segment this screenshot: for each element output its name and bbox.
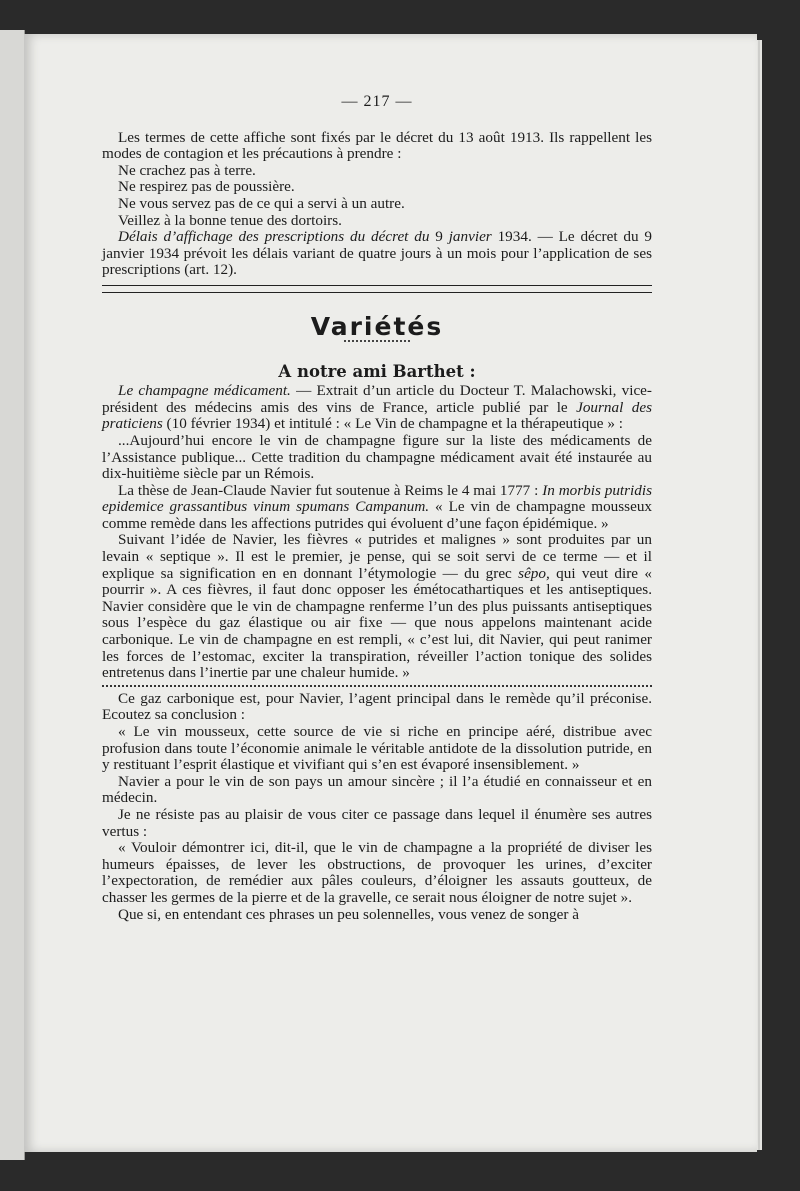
delais-text: 1934. — Le décret du 9 janvier 1934 prévoit les délais variant de quatre jours à un mois pour l’application de ses prescriptions (art. 12). — [102, 228, 652, 279]
article-paragraph: « Le vin mousseux, cette source de vie si riche en principe aéré, distribue avec profusion dans toute l’économie animale le véritable antidote de la dissolution putride, en y restituant l’esprit élastique et vivifiant qui s’en est évaporé insensiblement. » — [102, 723, 652, 774]
article-text: « Le vin de champagne mousseux comme remède dans les affections putrides qui évoluent d’une façon épidémique. » — [102, 498, 653, 532]
article-paragraph: « Vouloir démontrer ici, dit-il, que le vin de champagne a la propriété de diviser les humeurs épaisses, de lever les obstructions, de provoquer les urines, d’exciter l’expectoration, de remédier aux pâles couleurs, d’éloigner les assauts goutteux, de chasser les germes de la pierre et de la gravelle, ce serait nous éloigner de notre sujet ». — [102, 839, 652, 906]
intro-paragraph: Les termes de cette affiche sont fixés par le décret du 13 août 1913. Ils rappellent les modes de contagion et les précautions à prendre : — [102, 128, 652, 163]
article-text: — Extrait d’un article du Docteur T. Malachowski, vice-président des médecins amis des vins de France, article publié par le — [102, 382, 652, 416]
article-text: La thèse de Jean-Claude Navier fut soutenue à Reims le 4 mai 1777 : — [118, 481, 543, 499]
article-paragraph: Ce gaz carbonique est, pour Navier, l’agent principal dans le remède qu’il préconise. Ecoutez sa conclusion : — [102, 689, 652, 724]
greek-word: sêpo, — [518, 564, 550, 582]
rule-item: Veillez à la bonne tenue des dortoirs. — [118, 211, 342, 229]
delais-italic: Délais d’affichage des prescriptions du décret du — [118, 228, 430, 246]
article-paragraph — [102, 483, 652, 533]
divider-rule — [102, 292, 652, 293]
article-text: (10 février 1934) et intitulé : « Le Vin de champagne et la thérapeutique » : — [162, 415, 623, 433]
left-page-edge — [0, 30, 25, 1160]
article-paragraph: ...Aujourd’hui encore le vin de champagne figure sur la liste des médicaments de l’Assistance publique... Cette tradition du champagne médicament avait été instaurée au dix-huitième siècle par un Rémois. — [102, 431, 652, 483]
divider-rule — [102, 285, 652, 286]
article-text: qui veut dire « pourrir ». A ces fièvres, il faut donc opposer les émétocathartiques et les antiseptiques. Navier considère que le vin de champagne renferme l’un des plus puissants antiseptiques sous l’espèce du gaz élastique ou air fixe — que nous appelons maintenant acide carbonique. Le vin de champagne en est rempli, « c’est lui, dit Navier, qui peut ranimer les forces de l’estomac, exciter la transpiration, réveiller l’action tonique des solides entretenus dans l’inertie par une chaleur humide. » — [102, 564, 652, 682]
delais-month: janvier — [448, 228, 492, 246]
rule-item: Ne crachez pas à terre. — [118, 161, 256, 179]
page-content — [102, 94, 652, 923]
page-number: — 217 — — [341, 93, 413, 110]
article-paragraph: Que si, en entendant ces phrases un peu solennelles, vous venez de songer à — [118, 905, 579, 923]
book-page — [24, 34, 757, 1152]
article-paragraph — [102, 532, 652, 681]
article-lead-italic: Le champagne médicament. — [118, 382, 291, 400]
rule-item: Ne respirez pas de poussière. — [118, 178, 295, 196]
article-paragraph — [102, 383, 652, 433]
article-paragraph: Je ne résiste pas au plaisir de vous citer ce passage dans lequel il énumère ses autres vertus : — [102, 805, 652, 840]
article-subtitle: A notre ami Barthet : — [278, 361, 476, 381]
rule-item: Ne vous servez pas de ce qui a servi à un autre. — [118, 194, 405, 212]
delais-paragraph — [102, 229, 652, 279]
delais-date: 9 — [429, 228, 449, 246]
journal-title: Journal des praticiens — [102, 398, 652, 433]
dotted-separator — [102, 685, 652, 687]
article-paragraph: Navier a pour le vin de son pays un amour sincère ; il l’a étudié en connaisseur et en médecin. — [102, 772, 652, 807]
section-title: Variétés — [310, 311, 444, 341]
article-text: Suivant l’idée de Navier, les fièvres « putrides et malignes » sont produites par un levain « septique ». Il est le premier, je pense, qui se soit servi de ce terme — et il explique sa signification en en donnant l’étymologie — du grec — [102, 531, 652, 582]
latin-title: In morbis putridis epidemice grassantibus vinum spumans Campanum. — [102, 481, 652, 516]
